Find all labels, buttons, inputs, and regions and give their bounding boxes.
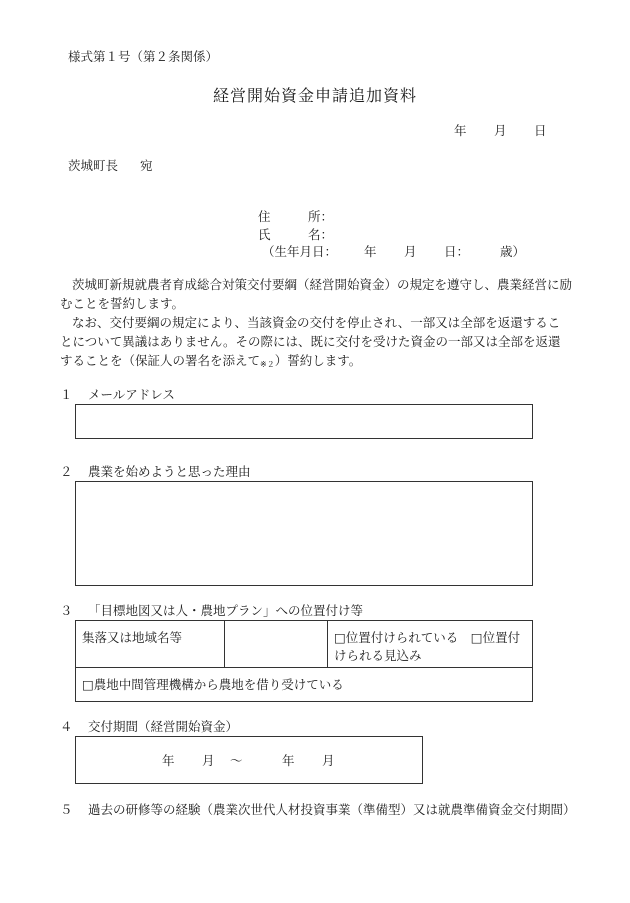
birth-open-label: （生年月日： [262, 244, 338, 259]
period-month-1: 月 [202, 753, 215, 768]
birth-age-label: 歳） [500, 244, 526, 259]
birth-day-label: 日： [444, 244, 470, 259]
applicant-birth-row [262, 243, 525, 261]
section-2-number: ２ [60, 464, 73, 479]
section-3-label: 「目標地図又は人・農地プラン」への位置付け等 [88, 603, 364, 618]
section-4-number: ４ [60, 719, 73, 734]
pledge-paragraph-1: 茨城町新規就農者育成総合対策交付要綱（経営開始資金）の規定を遵守し、農業経営に励むことを誓約します。 [60, 277, 573, 311]
section-3-number: ３ [60, 603, 73, 618]
pledge-paragraph-2-before: なお、交付要綱の規定により、当該資金の交付を停止され、一部又は全部を返還することについて異議はありません。その際には、既に交付を受けた資金の一部又は全部を返還することを（保証人の署名を添えて [60, 315, 561, 368]
area-label-cell: 集落又は地域名等 [76, 621, 225, 668]
date-day-label: 日 [534, 123, 547, 138]
period-month-2: 月 [322, 753, 335, 768]
period-line [162, 752, 335, 770]
date-month-label: 月 [494, 123, 507, 138]
section-3-heading [60, 602, 363, 620]
section-5-heading [60, 801, 576, 819]
period-year-2: 年 [282, 753, 295, 768]
applicant-address-row [258, 208, 333, 226]
addressee-suffix: 宛 [140, 158, 153, 173]
section-2-heading [60, 463, 251, 481]
pledge-text [60, 275, 572, 374]
address-label: 住 所： [258, 209, 334, 224]
pledge-note-marker: ※２ [260, 360, 275, 369]
positioned-checkbox-cell[interactable]: □位置付けられている □位置付けられる見込み [328, 621, 533, 668]
birth-year-label: 年 [364, 244, 377, 259]
section-3-table [75, 620, 533, 702]
addressee-name: 茨城町長 [68, 158, 119, 173]
form-number: 様式第１号（第２条関係） [68, 49, 219, 64]
farmland-checkbox-cell[interactable]: □農地中間管理機構から農地を借り受けている [76, 668, 533, 702]
section-1-heading [60, 386, 175, 404]
period-year-1: 年 [162, 753, 175, 768]
period-tilde: ～ [230, 753, 243, 768]
addressee [68, 157, 153, 175]
section-1-number: １ [60, 387, 73, 402]
name-label: 氏 名： [258, 227, 334, 242]
section-4-label: 交付期間（経営開始資金） [88, 719, 239, 734]
date-year-label: 年 [454, 123, 467, 138]
date-line [454, 122, 547, 140]
section-5-number: ５ [60, 802, 73, 817]
section-2-label: 農業を始めようと思った理由 [88, 464, 251, 479]
section-5-label: 過去の研修等の経験（農業次世代人材投資事業（準備型）又は就農準備資金交付期間） [88, 802, 576, 817]
area-value-cell[interactable] [225, 621, 328, 668]
applicant-name-row [258, 226, 333, 244]
pledge-paragraph-2-after: ）誓約します。 [274, 353, 362, 368]
reason-field[interactable] [75, 481, 533, 586]
pledge-paragraph-2 [60, 313, 572, 374]
email-field[interactable] [75, 404, 533, 439]
birth-month-label: 月 [404, 244, 417, 259]
page-title: 経営開始資金申請追加資料 [212, 86, 417, 105]
section-1-label: メールアドレス [88, 387, 175, 402]
section-4-heading [60, 718, 238, 736]
